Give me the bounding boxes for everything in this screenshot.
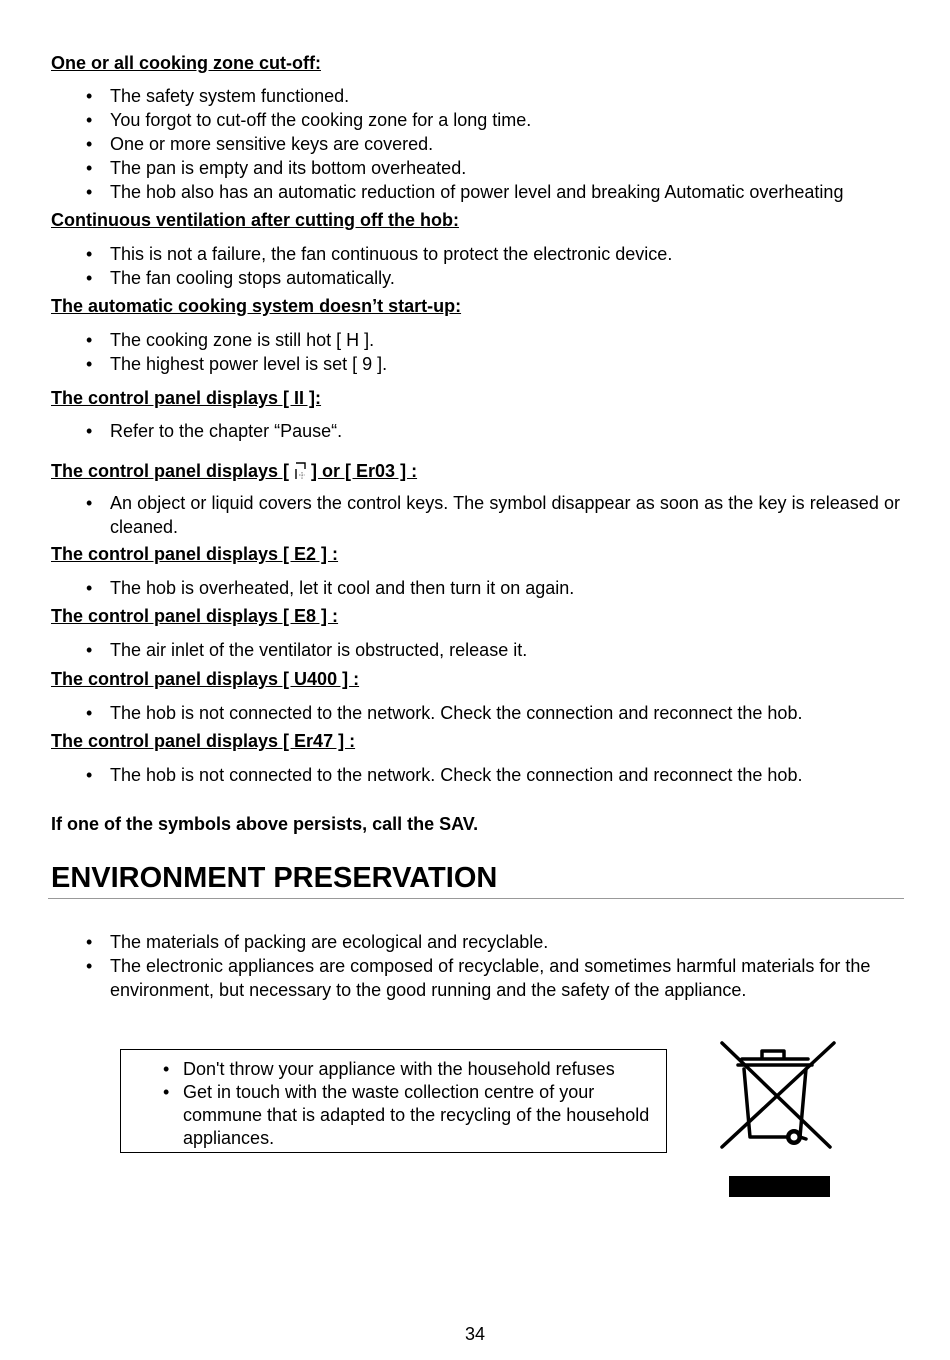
covered-key-symbol-icon	[292, 459, 308, 481]
section-heading-u400: The control panel displays [ U400 ] :	[51, 669, 360, 689]
list-item: • Refer to the chapter “Pause“.	[51, 419, 911, 443]
section-heading-ventilation: Continuous ventilation after cutting off the hob:	[51, 210, 459, 230]
list-item: • An object or liquid covers the control keys. The symbol disappear as soon as the key is released or cleaned.	[51, 491, 900, 539]
section-divider	[48, 898, 904, 899]
section-heading-e8: The control panel displays [ E8 ] :	[51, 606, 339, 626]
heading-text-after: ] or [ Er03 ] :	[311, 461, 418, 481]
list-item: • Don't throw your appliance with the household refuses	[127, 1058, 667, 1081]
covered-keys-list	[51, 491, 911, 539]
section-heading-covered-keys	[51, 459, 417, 482]
section-heading-cutoff: One or all cooking zone cut-off:	[51, 53, 321, 73]
list-item: • Get in touch with the waste collection centre of your commune that is adapted to the recycling of the household appliances.	[127, 1081, 667, 1150]
list-item: • This is not a failure, the fan continuous to protect the electronic device.	[51, 242, 911, 266]
cutoff-list	[51, 84, 911, 204]
list-item: • The electronic appliances are composed of recyclable, and sometimes harmful materials for the environment, but necessary to the good running and the safety of the appliance.	[51, 954, 891, 1002]
section-heading-e2: The control panel displays [ E2 ] :	[51, 544, 339, 564]
list-item: • The pan is empty and its bottom overheated.	[51, 156, 911, 180]
list-item: • The hob is not connected to the network. Check the connection and reconnect the hob.	[51, 763, 911, 787]
disposal-list	[127, 1058, 667, 1150]
ventilation-list	[51, 242, 911, 290]
list-item: • The hob is not connected to the network. Check the connection and reconnect the hob.	[51, 701, 911, 725]
pause-list	[51, 419, 911, 443]
list-item: • The fan cooling stops automatically.	[51, 266, 911, 290]
list-item: • The air inlet of the ventilator is obstructed, release it.	[51, 638, 911, 662]
list-item: • The hob is overheated, let it cool and then turn it on again.	[51, 576, 911, 600]
list-item: • The cooking zone is still hot [ H ].	[51, 328, 911, 352]
e8-list	[51, 638, 911, 662]
section-heading-automatic-cooking: The automatic cooking system doesn’t start-up:	[51, 296, 462, 316]
list-item: • You forgot to cut-off the cooking zone for a long time.	[51, 108, 911, 132]
u400-list	[51, 701, 911, 725]
disposal-notice-box	[120, 1049, 667, 1153]
environment-title: ENVIRONMENT PRESERVATION	[51, 862, 498, 894]
list-item: • The materials of packing are ecological and recyclable.	[51, 930, 891, 954]
persist-note: If one of the symbols above persists, call the SAV.	[51, 814, 479, 834]
list-item: • One or more sensitive keys are covered.	[51, 132, 911, 156]
list-item: • The hob also has an automatic reduction of power level and breaking Automatic overheating	[51, 180, 911, 204]
section-heading-pause: The control panel displays [ II ]:	[51, 388, 322, 408]
list-item: • The safety system functioned.	[51, 84, 911, 108]
er47-list	[51, 763, 911, 787]
list-item: • The highest power level is set [ 9 ].	[51, 352, 911, 376]
crossed-out-wheelie-bin-icon	[716, 1039, 838, 1201]
environment-list	[51, 930, 891, 1002]
automatic-cooking-list	[51, 328, 911, 376]
page-number: 34	[464, 1324, 486, 1344]
section-heading-er47: The control panel displays [ Er47 ] :	[51, 731, 356, 751]
heading-text-before: The control panel displays [	[51, 461, 290, 481]
e2-list	[51, 576, 911, 600]
